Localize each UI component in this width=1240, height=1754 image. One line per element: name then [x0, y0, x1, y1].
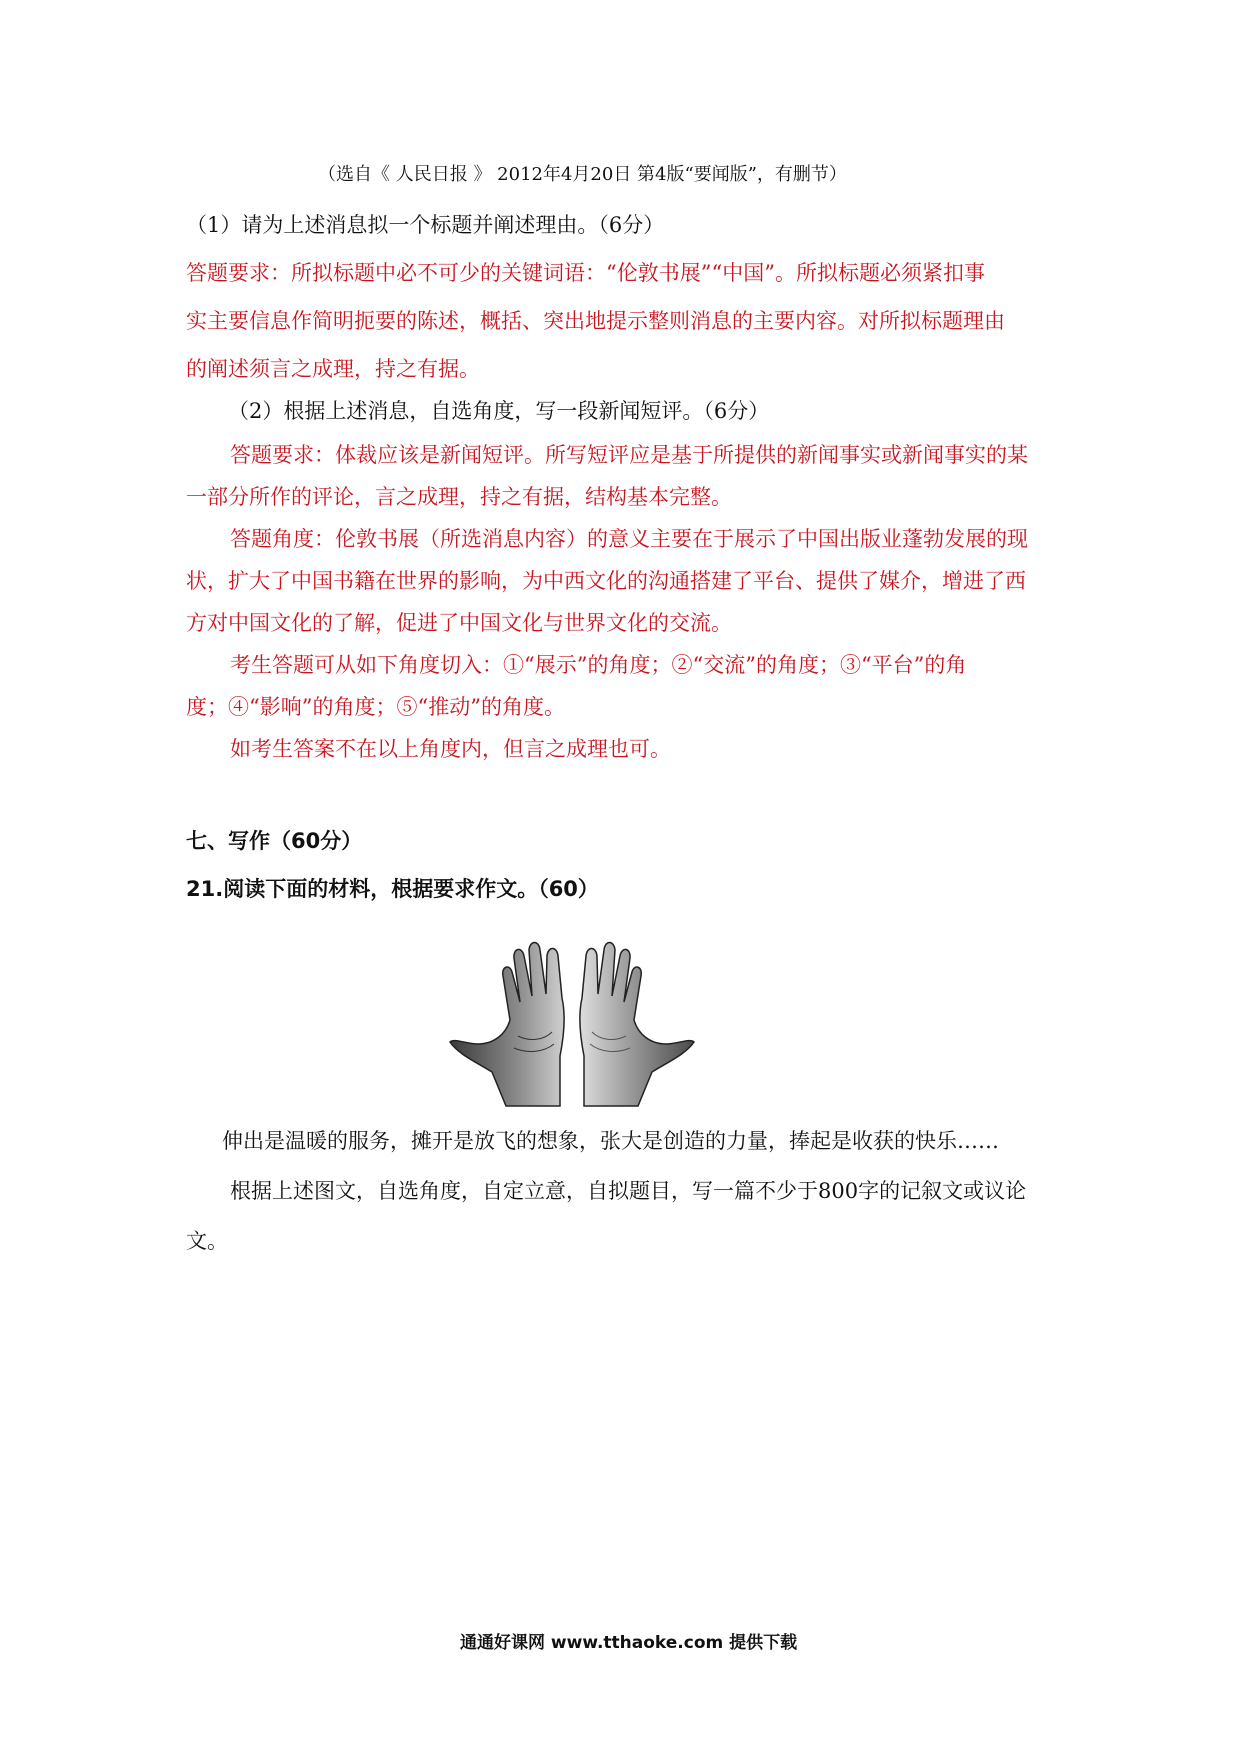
q2-angle-line-3: 方对中国文化的了解，促进了中国文化与世界文化的交流。 [186, 611, 732, 635]
task-line-2: 文。 [186, 1229, 228, 1253]
q1-answer-line-1: 答题要求：所拟标题中必不可少的关键词语：“伦敦书展”“中国”。所拟标题必须紧扣事 [186, 261, 985, 285]
q2-cut-line-2: 度；④“影响”的角度；⑤“推动”的角度。 [186, 695, 565, 719]
q2-requirement-line-2: 一部分所作的评论，言之成理，持之有据，结构基本完整。 [186, 485, 732, 509]
task-line-1: 根据上述图文，自选角度，自定立意，自拟题目，写一篇不少于800字的记叙文或议论 [230, 1179, 1027, 1203]
question-1-prompt: （1）请为上述消息拟一个标题并阐述理由。（6分） [186, 213, 665, 237]
q1-answer-line-2: 实主要信息作简明扼要的陈述，概括、突出地提示整则消息的主要内容。对所拟标题理由 [186, 309, 1005, 333]
q2-requirement-line-1: 答题要求：体裁应该是新闻短评。所写短评应是基于所提供的新闻事实或新闻事实的某 [230, 443, 1028, 467]
q2-else-line: 如考生答案不在以上角度内，但言之成理也可。 [230, 737, 671, 761]
q1-answer-line-3: 的阐述须言之成理，持之有据。 [186, 357, 480, 381]
right-hand-icon [580, 943, 694, 1107]
q2-angle-line-1: 答题角度：伦敦书展（所选消息内容）的意义主要在于展示了中国出版业蓬勃发展的现 [230, 527, 1028, 551]
material-text: 伸出是温暖的服务，摊开是放飞的想象，张大是创造的力量，捧起是收获的快乐…… [222, 1129, 999, 1153]
footer-download-note: 通通好课网 www.tthaoke.com 提供下载 [460, 1633, 798, 1653]
left-hand-icon [450, 943, 564, 1107]
question-21-heading: 21.阅读下面的材料，根据要求作文。（60） [186, 877, 599, 901]
q2-cut-line-1: 考生答题可从如下角度切入：①“展示”的角度；②“交流”的角度；③“平台”的角 [230, 653, 967, 677]
q2-angle-line-2: 状，扩大了中国书籍在世界的影响，为中西文化的沟通搭建了平台、提供了媒介，增进了西 [186, 569, 1026, 593]
section-7-heading: 七、写作（60分） [186, 829, 363, 853]
source-note: （选自《 人民日报 》 2012年4月20日 第4版“要闻版”，有删节） [318, 164, 847, 185]
question-2-prompt: （2）根据上述消息，自选角度，写一段新闻短评。（6分） [228, 399, 770, 423]
open-hands-illustration [448, 936, 696, 1108]
